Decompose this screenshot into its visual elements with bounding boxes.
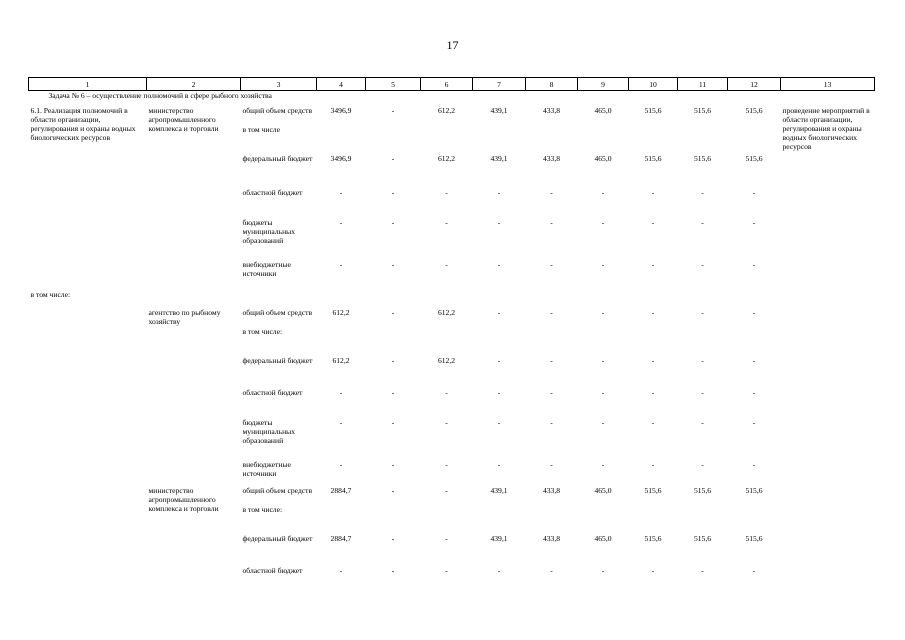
amount-cell: -: [701, 308, 704, 317]
amount-cell: -: [391, 418, 395, 427]
amount-cell: -: [391, 106, 395, 115]
amount-cell: -: [497, 418, 501, 427]
column-number: 5: [366, 78, 421, 91]
amount-cell: -: [391, 260, 395, 269]
executor-name: министерство агропромышленного комплекса и торговли: [148, 486, 219, 513]
column-number: 3: [241, 78, 317, 91]
amount-cell: 515,6: [644, 486, 662, 495]
funding-source-name: бюджеты муниципальных образований: [242, 218, 296, 245]
amount-cell: -: [497, 460, 501, 469]
amount-cell: 612,2: [437, 356, 456, 365]
amount-cell: -: [651, 188, 655, 197]
funding-source-name: общий объем средств: [242, 308, 313, 317]
amount-cell: 465,0: [594, 106, 612, 115]
task-row: [29, 91, 875, 107]
amount-cell: 612,2: [332, 356, 350, 365]
amount-cell: -: [752, 188, 756, 197]
amount-cell: -: [445, 534, 448, 543]
amount-cell: -: [497, 388, 501, 397]
table-body: [29, 91, 875, 597]
amount-cell: 515,6: [644, 534, 662, 543]
amount-cell: -: [550, 260, 553, 269]
amount-cell: -: [445, 566, 448, 575]
page-number: 17: [446, 38, 459, 52]
measure-name: 6.1. Реализация полномочий в области организации, регулирования и охраны водных биологических ресурсов: [30, 106, 136, 142]
amount-cell: -: [752, 308, 756, 317]
amount-cell: -: [601, 260, 605, 269]
amount-cell: -: [651, 260, 655, 269]
amount-cell: -: [601, 308, 605, 317]
amount-cell: -: [497, 308, 501, 317]
amount-cell: -: [391, 154, 395, 163]
amount-cell: 3496,9: [330, 154, 352, 163]
amount-cell: 439,1: [490, 106, 508, 115]
funding-source-name: общий объем средств: [242, 106, 313, 115]
amount-cell: 465,0: [594, 486, 612, 495]
column-number: 7: [473, 78, 526, 91]
amount-cell: -: [550, 388, 553, 397]
amount-cell: -: [391, 534, 395, 543]
amount-cell: -: [701, 218, 704, 227]
amount-cell: -: [339, 188, 343, 197]
column-number: 13: [781, 78, 875, 91]
amount-cell: -: [550, 566, 553, 575]
column-number: 8: [526, 78, 578, 91]
table-row: [29, 486, 875, 534]
amount-cell: 433,8: [542, 534, 561, 543]
amount-cell: -: [550, 356, 553, 365]
amount-cell: -: [445, 418, 448, 427]
amount-cell: -: [445, 460, 448, 469]
amount-cell: 612,2: [437, 154, 456, 163]
funding-source: [241, 188, 317, 218]
amount-cell: 612,2: [332, 308, 350, 317]
amount-cell: 433,8: [542, 486, 561, 495]
amount-cell: -: [701, 566, 704, 575]
amount-cell: 433,8: [542, 106, 561, 115]
amount-cell: 433,8: [542, 154, 561, 163]
amount-cell: -: [601, 460, 605, 469]
amount-cell: -: [445, 218, 448, 227]
amount-cell: -: [701, 460, 704, 469]
amount-cell: -: [601, 356, 605, 365]
amount-cell: -: [550, 218, 553, 227]
expected-result-empty: [781, 486, 875, 596]
amount-cell: -: [391, 388, 395, 397]
column-number: 1: [29, 78, 147, 91]
funding-source-name: общий объем средств: [242, 486, 313, 495]
amount-cell: -: [752, 260, 756, 269]
subheading-row: [29, 290, 875, 308]
column-number: 12: [728, 78, 781, 91]
subheading-label: в том числе:: [30, 290, 71, 299]
amount-cell: -: [550, 188, 553, 197]
table-row: [29, 106, 875, 154]
amount-cell: -: [391, 356, 395, 365]
amount-cell: -: [752, 356, 756, 365]
amount-cell: 515,6: [693, 154, 712, 163]
amount-cell: 439,1: [490, 154, 508, 163]
amount-cell: -: [601, 566, 605, 575]
amount-cell: -: [339, 260, 343, 269]
amount-cell: -: [651, 388, 655, 397]
amount-cell: -: [550, 418, 553, 427]
amount-cell: -: [391, 566, 395, 575]
amount-cell: -: [701, 356, 704, 365]
funding-source: [241, 534, 317, 566]
amount-cell: -: [550, 308, 553, 317]
amount-cell: -: [752, 418, 756, 427]
funding-source: [241, 460, 317, 486]
column-number: 10: [629, 78, 678, 91]
including-note: в том числе:: [242, 505, 283, 514]
amount-cell: -: [701, 188, 704, 197]
amount-cell: -: [445, 260, 448, 269]
funding-source: [241, 308, 317, 356]
amount-cell: -: [601, 388, 605, 397]
funding-source-name: федеральный бюджет: [242, 154, 313, 163]
funding-source-name: внебюджетные источники: [242, 460, 291, 478]
amount-cell: -: [497, 218, 501, 227]
executor-name: министерство агропромышленного комплекса и торговли: [148, 106, 219, 133]
funding-source: [241, 566, 317, 596]
amount-cell: 3496,9: [330, 106, 352, 115]
measure-name-empty: [29, 308, 147, 486]
budget-table: [28, 77, 875, 596]
funding-source-name: бюджеты муниципальных образований: [242, 418, 296, 445]
funding-source-name: внебюджетные источники: [242, 260, 291, 278]
amount-cell: -: [339, 460, 343, 469]
amount-cell: 439,1: [490, 534, 508, 543]
amount-cell: 515,6: [745, 534, 763, 543]
including-note: в том числе:: [242, 327, 283, 336]
expected-result: проведение мероприятий в области организации, регулирования и охраны водных биологических ресурсов: [782, 106, 870, 151]
amount-cell: 515,6: [693, 486, 712, 495]
amount-cell: 2884,7: [330, 486, 352, 495]
amount-cell: -: [339, 566, 343, 575]
column-number: 6: [421, 78, 473, 91]
amount-cell: -: [339, 388, 343, 397]
funding-source: [241, 154, 317, 188]
amount-cell: -: [445, 388, 448, 397]
amount-cell: -: [701, 260, 704, 269]
funding-source-name: федеральный бюджет: [242, 534, 313, 543]
column-number-row: [29, 78, 875, 91]
amount-cell: -: [391, 188, 395, 197]
amount-cell: -: [701, 388, 704, 397]
amount-cell: -: [391, 486, 395, 495]
amount-cell: -: [651, 566, 655, 575]
amount-cell: -: [752, 460, 756, 469]
column-number: 11: [678, 78, 728, 91]
executor-name: агентство по рыбному хозяйству: [148, 308, 221, 326]
amount-cell: 612,2: [437, 106, 456, 115]
amount-cell: -: [601, 188, 605, 197]
amount-cell: -: [752, 566, 756, 575]
amount-cell: 515,6: [745, 106, 763, 115]
amount-cell: 465,0: [594, 534, 612, 543]
task-title: Задача № 6 – осуществление полномочий в сфере рыбного хозяйства: [48, 91, 272, 100]
amount-cell: 2884,7: [330, 534, 352, 543]
column-number: 9: [578, 78, 629, 91]
funding-source: [241, 218, 317, 260]
amount-cell: -: [651, 218, 655, 227]
expected-result-empty: [781, 308, 875, 486]
table-row: [29, 308, 875, 356]
funding-source-name: областной бюджет: [242, 566, 303, 575]
funding-source-name: областной бюджет: [242, 188, 303, 197]
amount-cell: -: [651, 460, 655, 469]
amount-cell: -: [752, 388, 756, 397]
funding-source: [241, 486, 317, 534]
amount-cell: -: [497, 356, 501, 365]
amount-cell: -: [445, 486, 448, 495]
amount-cell: -: [391, 308, 395, 317]
column-number: 2: [147, 78, 241, 91]
amount-cell: -: [445, 188, 448, 197]
amount-cell: -: [701, 418, 704, 427]
amount-cell: -: [391, 460, 395, 469]
measure-name-empty: [29, 486, 147, 596]
funding-source: [241, 356, 317, 388]
amount-cell: -: [497, 260, 501, 269]
amount-cell: 515,6: [644, 106, 662, 115]
funding-source-name: областной бюджет: [242, 388, 303, 397]
amount-cell: -: [339, 418, 343, 427]
column-number: 4: [317, 78, 366, 91]
amount-cell: 515,6: [644, 154, 662, 163]
funding-source: [241, 106, 317, 154]
amount-cell: -: [339, 218, 343, 227]
funding-source: [241, 260, 317, 290]
funding-source: [241, 388, 317, 418]
amount-cell: -: [497, 188, 501, 197]
amount-cell: -: [391, 218, 395, 227]
amount-cell: 515,6: [693, 106, 712, 115]
amount-cell: -: [550, 460, 553, 469]
amount-cell: -: [601, 418, 605, 427]
amount-cell: -: [651, 356, 655, 365]
amount-cell: -: [497, 566, 501, 575]
amount-cell: -: [651, 308, 655, 317]
amount-cell: 515,6: [745, 486, 763, 495]
amount-cell: 465,0: [594, 154, 612, 163]
amount-cell: -: [752, 218, 756, 227]
amount-cell: 515,6: [693, 534, 712, 543]
including-note: в том числе: [242, 125, 280, 134]
funding-source: [241, 418, 317, 460]
amount-cell: 612,2: [437, 308, 456, 317]
amount-cell: -: [651, 418, 655, 427]
amount-cell: -: [601, 218, 605, 227]
amount-cell: 515,6: [745, 154, 763, 163]
amount-cell: 439,1: [490, 486, 508, 495]
funding-source-name: федеральный бюджет: [242, 356, 313, 365]
